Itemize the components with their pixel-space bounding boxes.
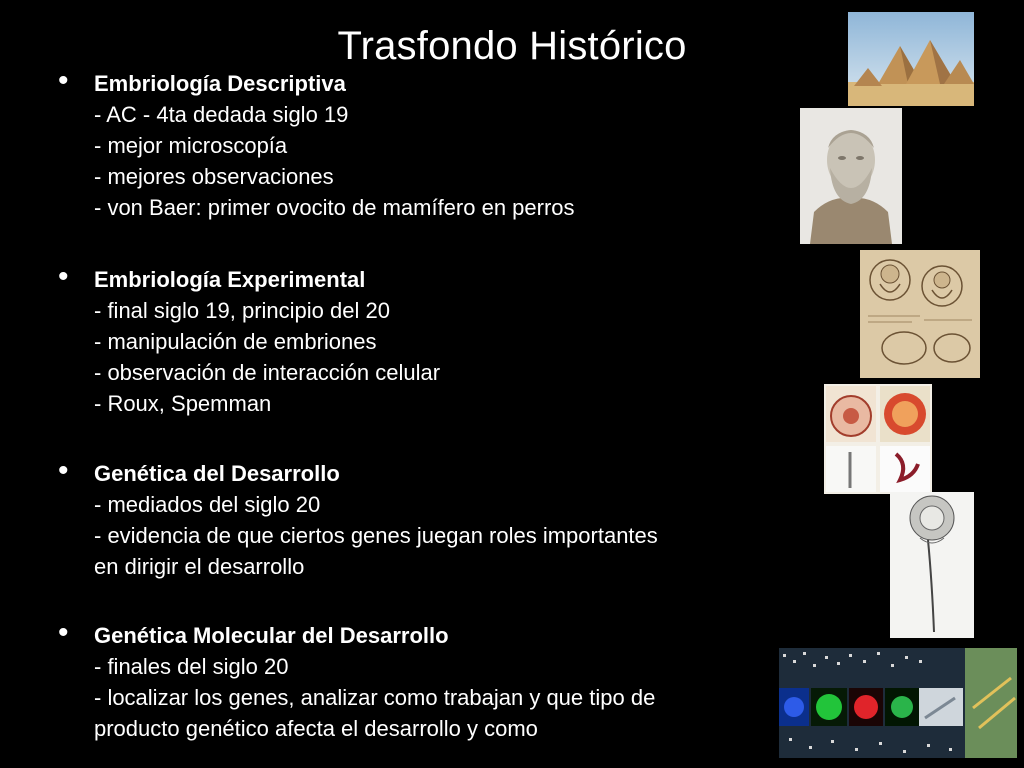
embryo-drawing-icon bbox=[890, 492, 974, 638]
section-line: - AC - 4ta dedada siglo 19 bbox=[94, 102, 349, 127]
section-line: - manipulación de embriones bbox=[94, 329, 377, 354]
section-genetica-molecular bbox=[58, 616, 656, 744]
section-line: - finales del siglo 20 bbox=[94, 654, 289, 679]
section-embriologia-descriptiva bbox=[58, 64, 575, 223]
bullet-icon: • bbox=[58, 616, 69, 649]
section-line: - observación de interacción celular bbox=[94, 360, 441, 385]
da-vinci-fetus-sketch-icon bbox=[860, 250, 980, 378]
bullet-icon: • bbox=[58, 64, 69, 97]
section-line: - mejores observaciones bbox=[94, 164, 334, 189]
section-line: - von Baer: primer ovocito de mamífero en perros bbox=[94, 195, 575, 220]
section-heading: Embriología Experimental bbox=[94, 267, 366, 292]
section-line: - evidencia de que ciertos genes juegan roles importantes bbox=[94, 523, 658, 548]
aristotle-bust-icon bbox=[800, 108, 902, 244]
section-line: - mediados del siglo 20 bbox=[94, 492, 321, 517]
section-heading: Genética del Desarrollo bbox=[94, 461, 340, 486]
section-line: - localizar los genes, analizar como trabajan y que tipo de bbox=[94, 685, 656, 710]
section-line: producto genético afecta el desarrollo y como bbox=[94, 716, 538, 741]
molecular-imaging-collage-icon bbox=[779, 648, 1017, 758]
section-embriologia-experimental bbox=[58, 260, 441, 419]
slide-title: Trasfondo Histórico bbox=[337, 24, 687, 68]
section-line: en dirigir el desarrollo bbox=[94, 554, 305, 579]
section-genetica-del-desarrollo bbox=[58, 454, 658, 582]
embryo-illustrations-icon bbox=[824, 384, 932, 494]
section-line: - final siglo 19, principio del 20 bbox=[94, 298, 390, 323]
bullet-icon: • bbox=[58, 454, 69, 487]
section-heading: Embriología Descriptiva bbox=[94, 71, 346, 96]
pyramids-photo-icon bbox=[848, 12, 974, 106]
section-line: - mejor microscopía bbox=[94, 133, 288, 158]
section-line: - Roux, Spemman bbox=[94, 391, 272, 416]
section-heading: Genética Molecular del Desarrollo bbox=[94, 623, 449, 648]
bullet-icon: • bbox=[58, 260, 69, 293]
